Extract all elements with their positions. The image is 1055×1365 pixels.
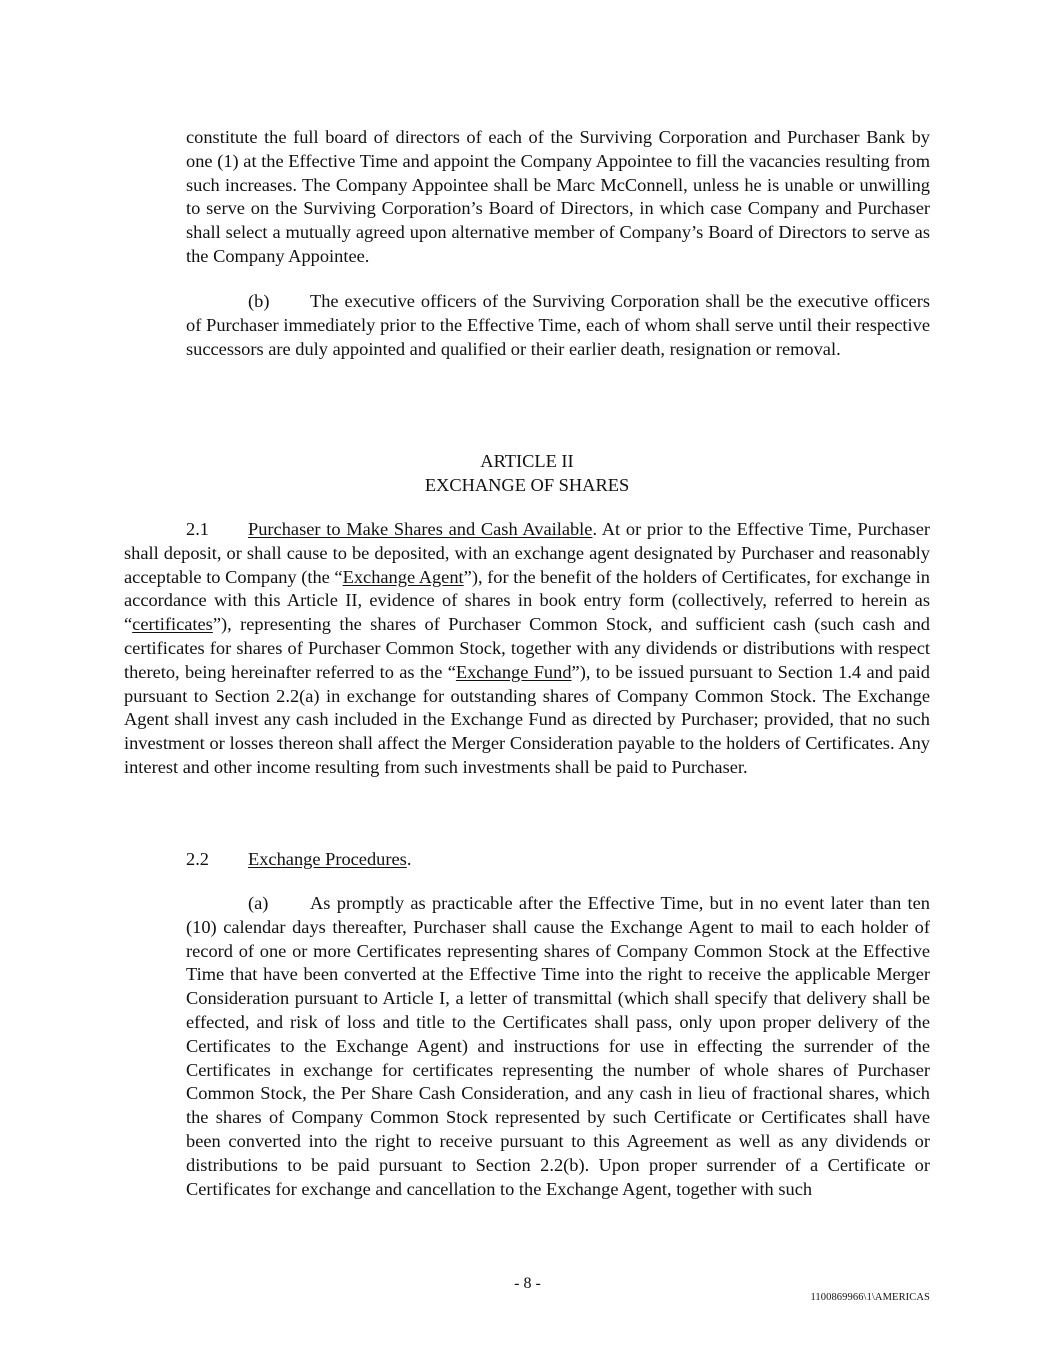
paragraph-b <box>186 290 930 361</box>
article-title: EXCHANGE OF SHARES <box>424 475 630 495</box>
paragraph-a-label: (a) <box>248 893 269 913</box>
paragraph-b-text: The executive officers of the Surviving Corporation shall be the executive officers of Purchaser immediately prior to the Effective Time, each of whom shall serve until their respective successors are duly appointed and qualified or their earlier death, resignation or removal. <box>186 291 930 359</box>
document-id: 1100869966\1\AMERICAS <box>810 1292 930 1303</box>
section-2-1-text: . At or prior to the Effective Time, Purchaser shall deposit, or shall cause to be deposited, with an exchange agent designated by Purchaser and reasonably acceptable to Company (the “ <box>124 519 931 587</box>
section-2-2-heading: Exchange Procedures <box>248 849 407 869</box>
article-number: ARTICLE II <box>480 451 574 471</box>
section-2-2-heading-end: . <box>406 849 412 869</box>
section-2-1-heading: Purchaser to Make Shares and Cash Available <box>248 519 593 539</box>
paragraph-board-continuation: constitute the full board of directors of each of the Surviving Corporation and Purchaser Bank by one (1) at the Effective Time and appoint the Company Appointee to fill the vacancies resulting from such increases. The Company Appointee shall be Marc McConnell, unless he is unable or unwilling to serve on the Surviving Corporation’s Board of Directors, in which case Company and Purchaser shall select a mutually agreed upon alternative member of Company’s Board of Directors to serve as the Company Appointee. <box>186 127 930 266</box>
defined-term-certificates: certificates <box>132 614 213 635</box>
section-2-2-number: 2.2 <box>186 849 209 869</box>
section-2-1-text: ”), for the benefit of the holders of Certificates, for exchange in accordance with this Article II, evidence of shares in book entry form (collectively, referred to herein as “ <box>124 566 930 635</box>
section-2-1-text: ”), to be issued pursuant to Section 1.4 and paid pursuant to Section 2.2(a) in exchange for outstanding shares of Company Common Stock. The Exchange Agent shall invest any cash included in the Exchange Fund as directed by Purchaser; provided, that no such investment or losses thereon shall affect the Merger Consideration payable to the holders of Certificates. Any interest and other income resulting from such investments shall be paid to Purchaser. <box>124 661 930 777</box>
section-2-1-text: ”), representing the shares of Purchaser Common Stock, and sufficient cash (such cash and certificates for shares of Purchaser Common Stock, together with any dividends or distributions with respect thereto, being hereinafter referred to as the “ <box>124 614 930 682</box>
defined-term-exchange-agent: Exchange Agent <box>342 566 464 587</box>
page-number: - 8 - <box>514 1275 541 1292</box>
paragraph-b-label: (b) <box>248 291 270 311</box>
section-2-2-heading-line <box>124 848 930 872</box>
paragraph-a-text: As promptly as practicable after the Effective Time, but in no event later than ten (10) calendar days thereafter, Purchaser shall cause the Exchange Agent to mail to each holder of record of one or more Certificates representing shares of Company Common Stock at the Effective Time that have been converted at the Effective Time into the right to receive the applicable Merger Consideration pursuant to Article I, a letter of transmittal (which shall specify that delivery shall be effected, and risk of loss and title to the Certificates shall pass, only upon proper delivery of the Certificates to the Exchange Agent) and instructions for use in effecting the surrender of the Certificates in exchange for certificates representing the number of whole shares of Purchaser Common Stock, the Per Share Cash Consideration, and any cash in lieu of fractional shares, which the shares of Company Common Stock represented by such Certificate or Certificates shall have been converted into the right to receive pursuant to this Agreement as well as any dividends or distributions to be paid pursuant to Section 2.2(b). Upon proper surrender of a Certificate or Certificates for exchange and cancellation to the Exchange Agent, together with such <box>186 893 930 1199</box>
defined-term-exchange-fund: Exchange Fund <box>455 661 572 682</box>
paragraph-a <box>186 892 930 1201</box>
section-2-1-number: 2.1 <box>186 519 209 539</box>
section-2-1 <box>124 518 930 780</box>
